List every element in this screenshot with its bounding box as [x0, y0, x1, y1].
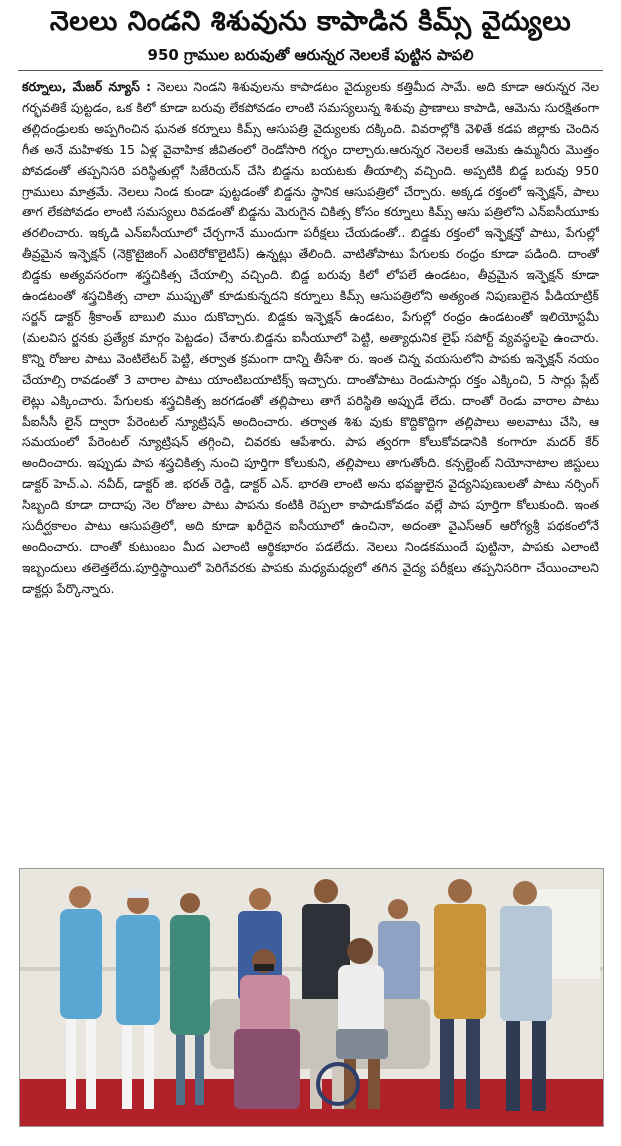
article-body [22, 77, 599, 862]
group-photo [19, 868, 604, 1127]
divider [18, 70, 603, 71]
dateline: కర్నూలు, మేజర్ న్యూస్ : [22, 79, 152, 94]
article-text: నెలలు నిండని శిశువులను కాపాడటం వైద్యులకు కత్తిమీద సామే. అది కూడా ఆరున్నర నెల గర్భవతికే పుట్టడం, ఒక కిలో కూడా బరువు లేకపోవడం లాంటి సమస్యలున్న శిశువు ప్రాణాలు కాపాడి, ఆమెను సురక్షితంగా తల్లిదండ్రులకు అప్పగించిన ఘనత కర్నూలు కిమ్స్ ఆసుపత్రి వైద్యులకు దక్కింది. వివరాల్లోకి వెళితే కడప జిల్లాకు చెందిన గీత అనే మహిళకు 15 ఏళ్ల వైవాహిక జీవితంలో రెండోసారి గర్భం దాల్చారు.ఆరున్నర నెలలకే ఆమెకు ఉమ్మనీరు మొత్తం పోవడంతో తప్పనిసరి పరిస్థితుల్లో సిజేరియన్ చేసి బిడ్డను బయటకు తీయాల్సి వచ్చింది. అప్పటికి బిడ్డ బరువు 950 గ్రాములు మాత్రమే. నెలలు నిండ కుండా పుట్టడంతో బిడ్డను స్థానిక ఆసుపత్రిలో చేర్పారు. అక్కడ రక్తంలో ఇన్ఫెక్షన్, పాలు తాగ లేకపోవడం లాంటి సమస్యలు రివడంతో బిడ్డను మెరుగైన చికిత్స కోసం కర్నూలు కిమ్స్ ఆసు పత్రిలోని ఎన్ఐసీయూకు తరలించారు. ఇక్కడి ఎన్ఐసీయూలో చేర్చగానే ముందుగా పరీక్షలు చేయడంతో.. బిడ్డకు రక్తంలో ఇన్ఫెక్షన్తో పాటు, పేగుల్లో తీవ్రమైన ఇన్ఫెక్షన్ (నెక్రొటైజింగ్ ఎంటెరోకొలైటిస్) ఉన్నట్లు తేలింది. వాటితోపాటు పేగులకు రంధ్రం కూడా పడింది. దాంతో బిడ్డకు అత్యవసరంగా శస్త్రచికిత్స చేయాల్సి వచ్చింది. బిడ్డ బరువు కిలో లోపలే ఉండటం, తీవ్రమైన ఇన్ఫెక్షన్ కూడా ఉండటంతో శస్త్రచికిత్స చాలా ముప్పుతో కూడుకున్నదని కర్నూలు కిమ్స్ ఆసుపత్రిలోని అత్యంత నిపుణులైన పీడియాట్రిక్ సర్జన్ డాక్టర్ శ్రీకాంత్ బాబులి ముం దుకొచ్చారు. బిడ్డకు ఇన్ఫెక్షన్ ఉండటం, పేగుల్లో రంధ్రం ఉండటంతో ఇలియోస్టమీ (మలవిస ర్జనకు ప్రత్యేక మార్గం పెట్టడం) చేశారు.బిడ్డను ఐసీయూలో పెట్టి, అత్యాధునిక లైఫ్ సపోర్ట్ వ్యవస్థలపై ఉంచారు. కొన్ని రోజుల పాటు వెంటిలేటర్ పెట్టి, తర్వాత క్రమంగా దాన్ని తీసేశా రు. ఇంత చిన్న వయసులోని పాపకు ఇన్ఫెక్షన్ నయం చేయాల్సి రావడంతో 3 వారాల పాటు యాంటిబయాటిక్స్ ఇచ్చారు. దాంతోపాటు రెండుసార్లు రక్తం ఎక్కించి, 5 సార్లు ప్లేట్ లెట్లు ఎక్కించారు. పేగులకు శస్త్రచికిత్స జరగడంతో తల్లిపాలు తాగే పరిస్థితి అప్పుడే లేదు. దాంతో రెండు వారాల పాటు పీఐసీసీ లైన్ ద్వారా పేరెంటల్ న్యూట్రిషన్ అందించారు. తర్వాత శిశు వుకు కొద్దికొద్దిగా తల్లిపాలు అలవాటు చేసి, ఆ సమయంలో పేరెంటల్ న్యూట్రిషన్ తగ్గించి, చివరకు ఆపేశారు. పాప త్వరగా కోలుకోవడానికి కంగారూ మదర్ కేర్ అందించారు. ఇప్పుడు పాప శస్త్రచికిత్స నుంచి పూర్తిగా కోలుకుని, తల్లిపాలు తాగుతోంది. కన్సల్టెంట్ నియోనాటాల జిస్టులు డాక్టర్ హెచ్.ఎ. నవీద్, డాక్టర్ జి. భరత్ రెడ్డి, డాక్టర్ ఎన్. భారతి లాంటి అను భవజ్ఞులైన వైద్యనిపుణులతో పాటు నర్సింగ్ సిబ్బంది కూడా దాదాపు నెల రోజుల పాటు పాపను కంటికి రెప్పలా కాపాడుకోవడం వల్లే పాప పూర్తిగా కోలుకుంది. ఇంత సుదీర్ఘకాలం పాటు ఆసుపత్రిలో, అది కూడా ఖరీదైన ఐసీయూలో ఉంచినా, అదంతా వైఎస్ఆర్ ఆరోగ్యశ్రీ పథకంలోనే అందించారు. దాంతో కుటుంబం మీద ఎలాంటి ఆర్థికభారం పడలేదు. నెలలు నిండకముందే పుట్టినా, పాపకు ఎలాంటి ఇబ్బందులు తలెత్తలేదు.పూర్తిస్థాయిలో పెరిగేవరకు పాపకు మధ్యమధ్యలో తగిన వైద్య పరీక్షలు తప్పనిసరిగా చేయించాలని డాక్టర్లు పేర్కొన్నారు. [22, 79, 599, 596]
subheadline: 950 గ్రాముల బరువుతో ఆరున్నర నెలలకే పుట్టిన పాపలి [147, 46, 474, 64]
group-photo-illustration [20, 869, 603, 1126]
headline: నెలలు నిండని శిశువును కాపాడిన కిమ్స్ వైద్యులు [49, 6, 572, 37]
